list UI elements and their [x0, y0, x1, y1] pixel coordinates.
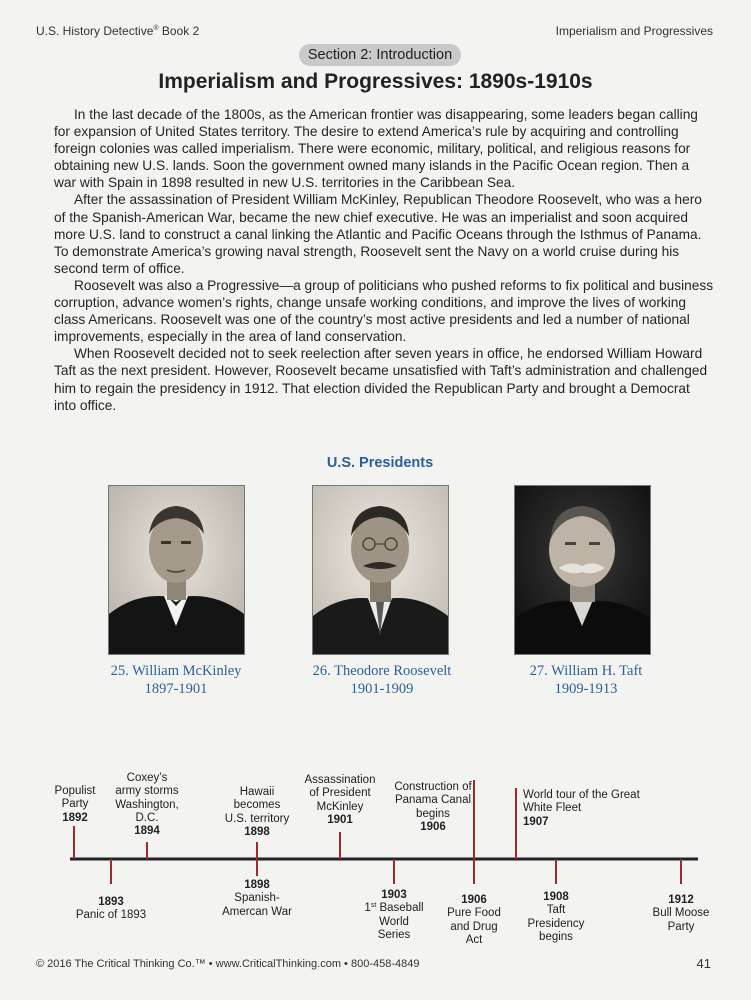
- event-text: Pure Food: [447, 907, 501, 920]
- event-text: McKinley: [316, 800, 364, 813]
- president-years: 1901-1909: [350, 681, 414, 697]
- event-text: White Fleet: [523, 802, 582, 815]
- event-text: Assassination: [304, 774, 376, 786]
- event-1892: [50, 785, 100, 825]
- event-year: 1903: [381, 889, 407, 901]
- president-name: 27. William H. Taft: [529, 663, 643, 679]
- page-number: 41: [696, 956, 711, 971]
- event-text: Populist: [54, 785, 96, 797]
- event-1907: [523, 789, 653, 829]
- event-year: 1893: [98, 896, 124, 908]
- portrait-william-mckinley: [108, 485, 245, 655]
- event-year: 1907: [523, 815, 549, 828]
- portrait-theodore-roosevelt: [312, 485, 449, 655]
- president-caption-mckinley: [76, 662, 276, 698]
- event-year: 1898: [244, 879, 270, 891]
- event-year: 1908: [543, 891, 569, 903]
- running-header-right: Imperialism and Progressives: [555, 24, 713, 38]
- event-year: 1912: [668, 894, 694, 906]
- section-label: Section 2: Introduction: [299, 44, 461, 66]
- event-1908: [521, 891, 591, 944]
- event-text: Construction of: [394, 781, 472, 793]
- paragraph-1: In the last decade of the 1800s, as the American frontier was disappearing, some leaders began calling for expansion of United States territory. The desire to extend America’s rule by acquiring and controlling foreign colonies was called imperialism. There were economic, military, political, and religious reasons for obtaining new U.S. lands. Soon the government owned many islands in the Pacific Ocean region. Then a war with Spain in 1898 resulted in new U.S. territories in the Caribbean Sea.: [54, 107, 698, 191]
- event-text: begins: [416, 807, 450, 820]
- event-1906-canal: [385, 781, 481, 834]
- event-text: Panic of 1893: [75, 909, 147, 922]
- book-title: U.S. History Detective: [36, 24, 154, 38]
- event-text: Party: [61, 798, 89, 811]
- event-1894: [107, 772, 187, 838]
- president-name: 25. William McKinley: [110, 663, 242, 679]
- event-text: becomes: [233, 799, 281, 812]
- event-text: Hawaii: [239, 786, 275, 798]
- event-text: Bull Moose: [652, 907, 710, 920]
- event-year: 1898: [244, 825, 270, 838]
- event-text: Taft: [546, 904, 566, 917]
- event-text: Baseball: [376, 902, 424, 915]
- paragraph-3: Roosevelt was also a Progressive—a group of politicians who pushed reforms to fix political and business corruption, advance women’s rights, change unsafe working conditions, and improve the lives of working class Americans. Roosevelt was one of the country’s most active presidents and led a number of national improvements, especially in the area of land conservation.: [54, 277, 714, 345]
- event-text: 1: [364, 902, 371, 915]
- event-year: 1901: [327, 813, 353, 826]
- event-1912: [641, 894, 721, 934]
- event-year: 1892: [62, 811, 88, 824]
- footer-copyright: © 2016 The Critical Thinking Co.™ • www.CriticalThinking.com • 800-458-4849: [36, 958, 420, 970]
- running-header-left: [36, 24, 199, 38]
- event-text: Washington,: [115, 798, 179, 811]
- event-text: World: [379, 915, 409, 928]
- president-caption-taft: [486, 662, 686, 698]
- ordinal-suffix: st: [370, 902, 377, 910]
- event-text: Coxey’s: [126, 772, 168, 784]
- event-1893: [71, 896, 151, 923]
- event-text: and Drug: [450, 920, 498, 933]
- event-1903: [354, 889, 434, 942]
- event-text: Series: [377, 928, 411, 941]
- event-text: World tour of the Great: [523, 789, 640, 801]
- president-years: 1909-1913: [554, 681, 618, 697]
- event-text: Panama Canal: [394, 794, 472, 807]
- event-text: begins: [539, 930, 573, 943]
- event-text: U.S. territory: [224, 812, 290, 825]
- registered-mark: ®: [153, 25, 159, 32]
- event-year: 1906: [420, 820, 446, 833]
- event-1901: [300, 774, 380, 827]
- president-name: 26. Theodore Roosevelt: [312, 663, 452, 679]
- event-text: Presidency: [527, 917, 585, 930]
- event-text: Amercan War: [222, 905, 292, 918]
- event-1898-war: [212, 879, 302, 919]
- event-text: D.C.: [135, 811, 159, 824]
- president-caption-roosevelt: [282, 662, 482, 698]
- paragraph-2: After the assassination of President William McKinley, Republican Theodore Roosevelt, who was a hero of the Spanish-American War, became the new chief executive. He was an imperialist and soon acquired more U.S. land to construct a canal linking the Atlantic and Pacific Oceans through the Isthmus of Panama. To demonstrate America’s growing naval strength, Roosevelt sent the Navy on a world cruise during his second term of office.: [54, 192, 702, 276]
- event-year: 1906: [461, 894, 487, 906]
- book-number: Book 2: [158, 24, 200, 38]
- event-1898-hawaii: [217, 786, 297, 839]
- event-text: Act: [465, 933, 483, 946]
- page-title: Imperialism and Progressives: 1890s-1910s: [158, 70, 593, 93]
- paragraph-4: When Roosevelt decided not to seek reelection after seven years in office, he endorsed William Howard Taft as the next president. However, Roosevelt became unsatisfied with Taft’s administration and challenged him to regain the presidency in 1912. That election divided the Republican Party and brought a Democrat into office.: [54, 346, 708, 413]
- event-year: 1894: [134, 825, 160, 838]
- introduction-text: [54, 106, 714, 414]
- event-text: army storms: [115, 785, 179, 798]
- event-text: Spanish-: [234, 892, 280, 905]
- portrait-william-h-taft: [514, 485, 651, 655]
- presidents-heading: U.S. Presidents: [326, 455, 434, 471]
- event-text: of President: [309, 787, 371, 800]
- president-years: 1897-1901: [144, 681, 208, 697]
- event-text: Party: [667, 920, 695, 933]
- event-1906-food: [439, 894, 509, 947]
